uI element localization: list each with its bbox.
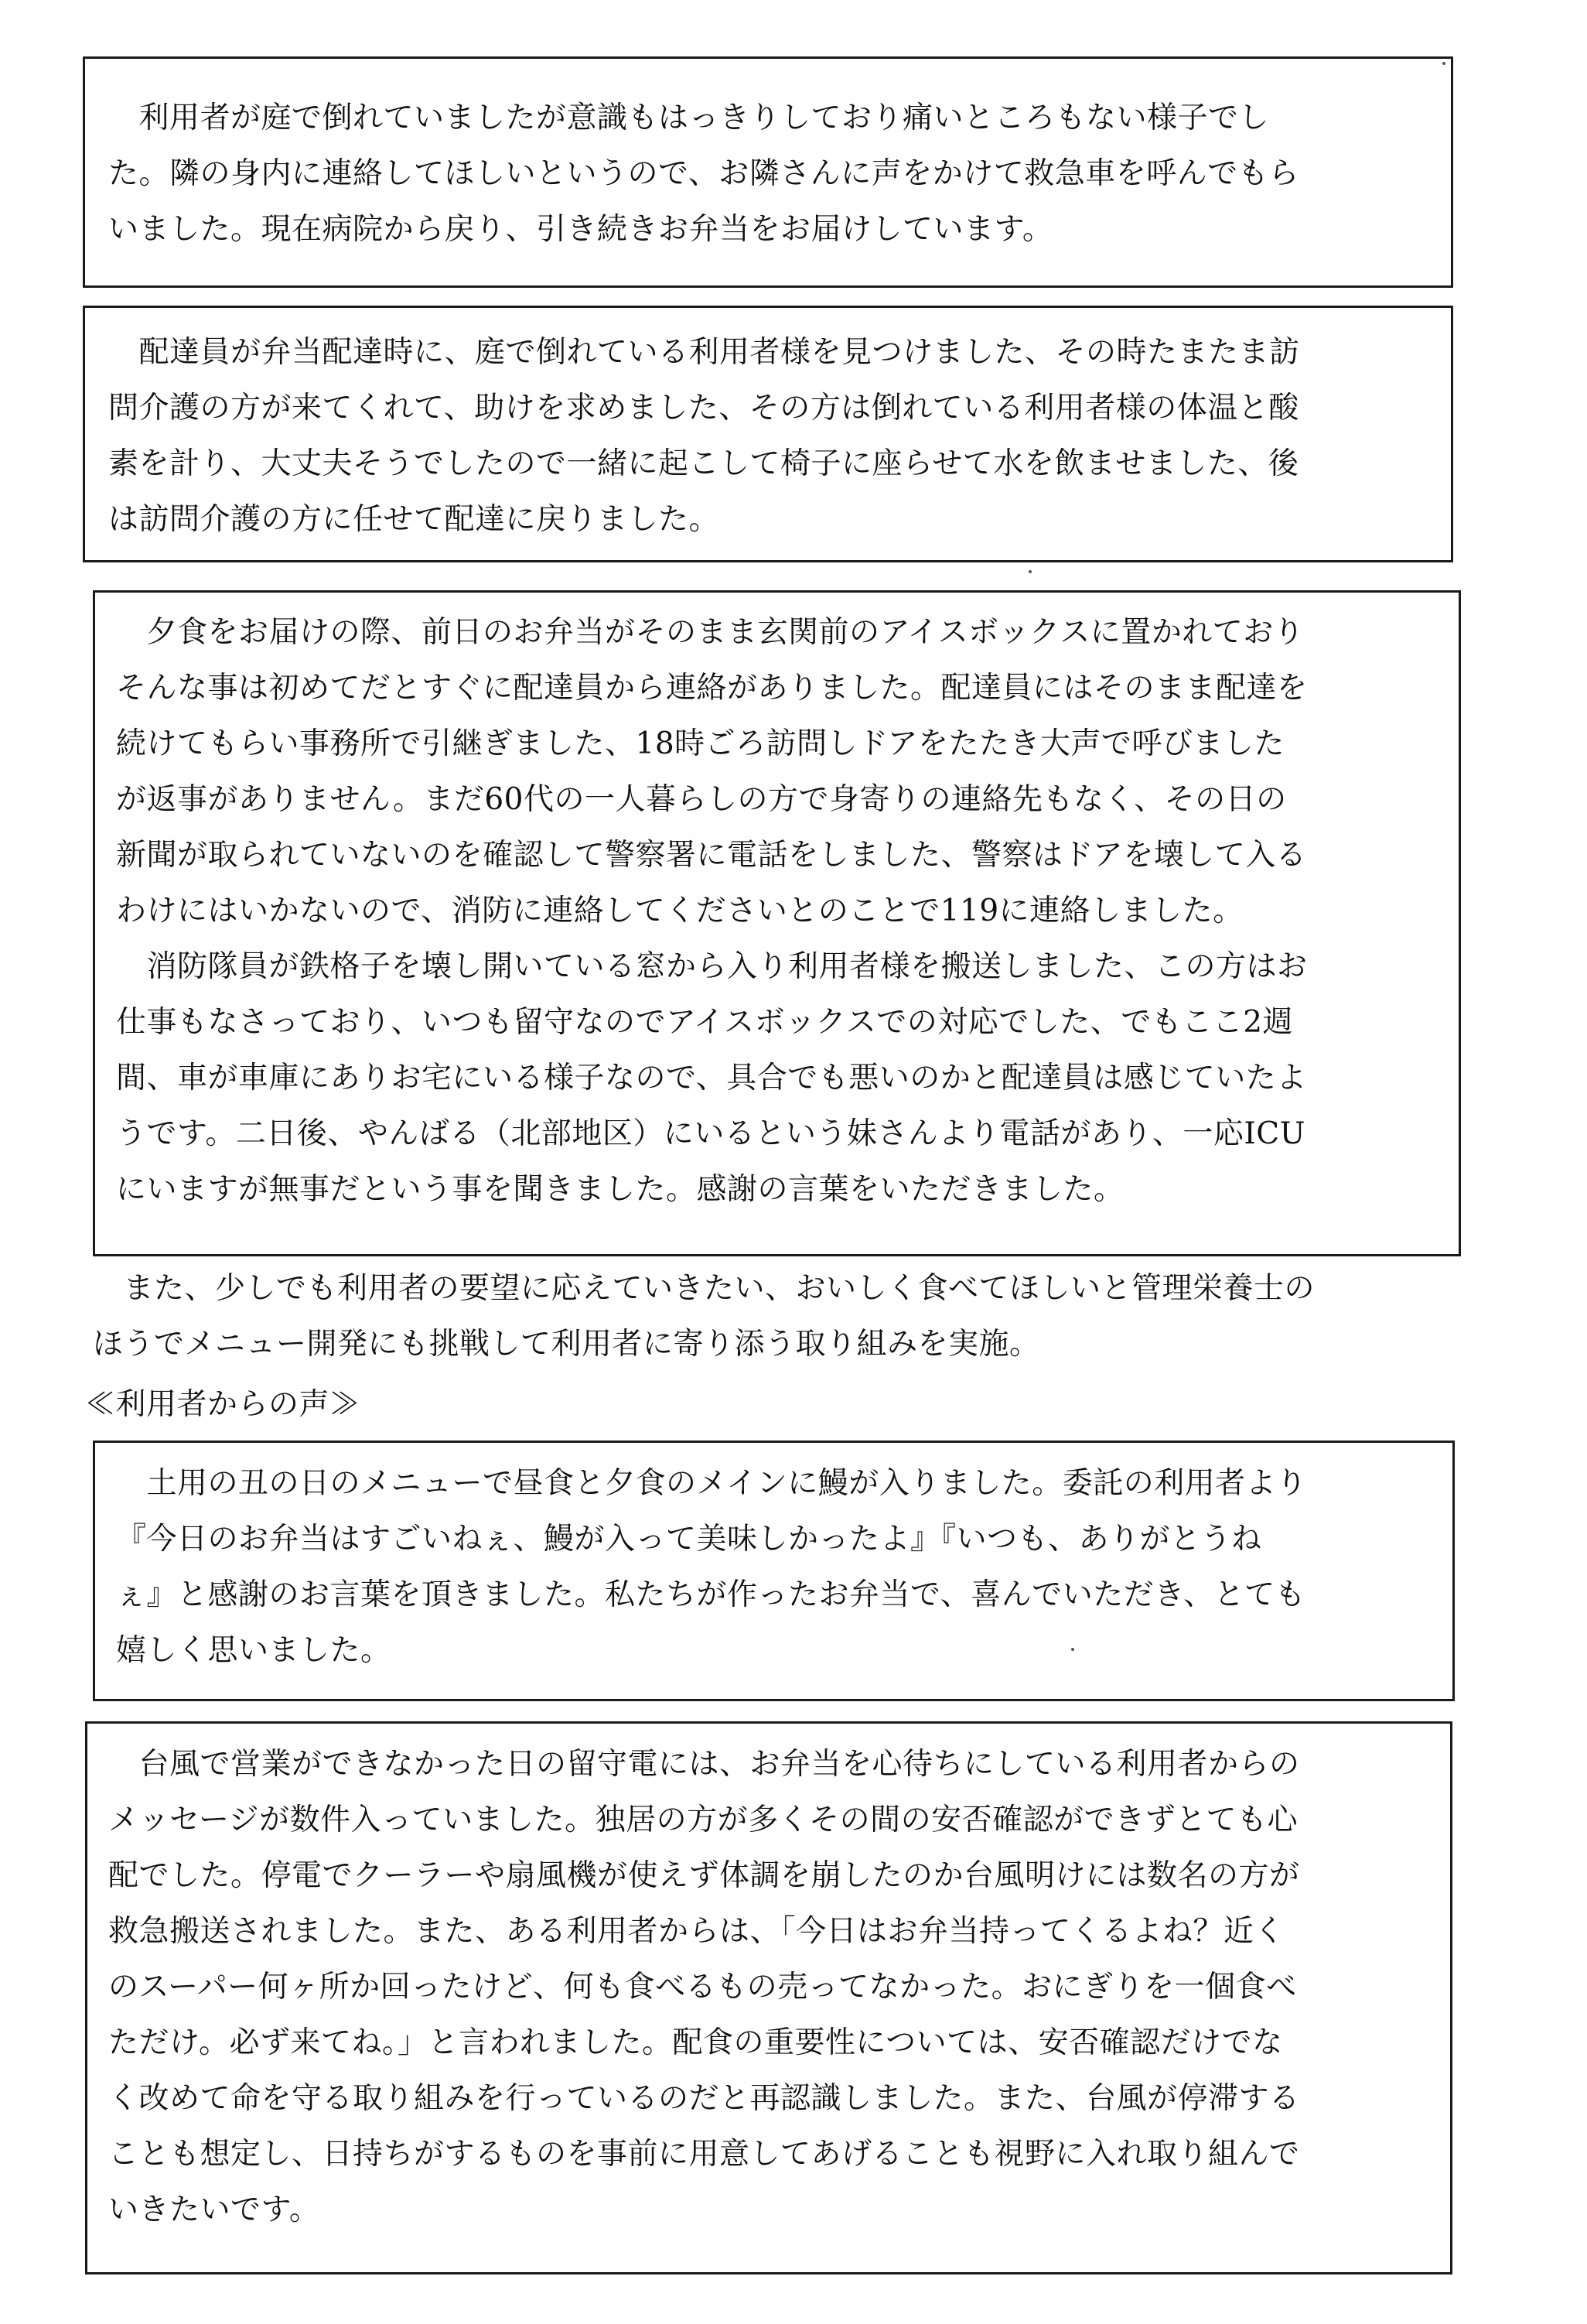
- text-line: 救急搬送されました。また、ある利用者からは、「今日はお弁当持ってくるよね？近く: [108, 1914, 1285, 1949]
- text-line: 配達員が弁当配達時に、庭で倒れている利用者様を見つけました、その時たまたま訪: [108, 335, 1300, 370]
- text-line: ほうでメニュー開発にも挑戦して利用者に寄り添う取り組みを実施。: [93, 1327, 1040, 1362]
- scan-speck: [1029, 570, 1032, 573]
- text-line: 素を計り、大丈夫そうでしたので一緒に起こして椅子に座らせて水を飲ませました、後: [108, 446, 1299, 481]
- text-line: 『今日のお弁当はすごいねぇ、鰻が入って美味しかったよ』『いつも、ありがとうね: [116, 1522, 1262, 1557]
- text-line: いました。現在病院から戻り、引き続きお弁当をお届けしています。: [108, 212, 1053, 247]
- report-box-1-text: [108, 91, 1299, 258]
- text-line: 消防隊員が鉄格子を壊し開いている窓から入り利用者様を搬送しました、この方はお: [116, 949, 1308, 984]
- section-heading: ≪利用者からの声≫: [85, 1387, 360, 1422]
- text-line: 土用の丑の日のメニューで昼食と夕食のメインに鰻が入りました。委託の利用者より: [116, 1466, 1307, 1501]
- text-line: は訪問介護の方に任せて配達に戻りました。: [108, 502, 720, 537]
- text-line: いきたいです。: [108, 2192, 320, 2227]
- text-line: 間、車が車庫にありお宅にいる様子なので、具合でも悪いのかと配達員は感じていたよ: [116, 1061, 1307, 1095]
- text-line: が返事がありません。まだ60代の一人暮らしの方で身寄りの連絡先もなく、その日の: [116, 782, 1287, 817]
- text-line: メッセージが数件入っていました。独居の方が多くその間の安否確認ができずとても心: [108, 1803, 1299, 1837]
- text-line: 仕事もなさっており、いつも留守なのでアイスボックスでの対応でした、でもここ2週: [116, 1005, 1294, 1040]
- text-line: 利用者が庭で倒れていましたが意識もはっきりしており痛いところもない様子でし: [108, 101, 1270, 135]
- text-line: く改めて命を守る取り組みを行っているのだと再認識しました。また、台風が停滞する: [108, 2081, 1300, 2116]
- text-line: 続けてもらい事務所で引継ぎました、18時ごろ訪問しドアをたたき大声で呼びました: [116, 726, 1285, 761]
- text-line: にいますが無事だという事を聞きました。感謝の言葉をいただきました。: [116, 1172, 1125, 1207]
- text-line: わけにはいかないので、消防に連絡してくださいとのことで119に連絡しました。: [116, 894, 1244, 928]
- text-line: また、少しでも利用者の要望に応えていきたい、おいしく食べてほしいと管理栄養士の: [93, 1271, 1316, 1306]
- text-line: 新聞が取られていないのを確認して警察署に電話をしました、警察はドアを壊して入る: [116, 838, 1307, 873]
- text-line: のスーパー何ヶ所か回ったけど、何も食べるもの売ってなかった。おにぎりを一個食べ: [108, 1970, 1297, 2004]
- report-box-4-text: [116, 1456, 1307, 1679]
- text-line: そんな事は初めてだとすぐに配達員から連絡がありました。配達員にはそのまま配達を: [116, 671, 1308, 706]
- text-line: ぇ』と感謝のお言葉を頂きました。私たちが作ったお弁当で、喜んでいただき、とても: [116, 1577, 1306, 1612]
- text-line: ことも想定し、日持ちがするものを事前に用意してあげることも視野に入れ取り組んで: [108, 2137, 1300, 2172]
- text-line: た。隣の身内に連絡してほしいというので、お隣さんに声をかけて救急車を呼んでもら: [108, 156, 1299, 191]
- report-box-3-text: [116, 605, 1308, 1218]
- body-paragraph: [93, 1261, 1315, 1372]
- text-line: 配でした。停電でクーラーや扇風機が使えず体調を崩したのか台風明けには数名の方が: [108, 1858, 1300, 1893]
- scan-speck: [1442, 62, 1445, 65]
- text-line: 問介護の方が来てくれて、助けを求めました、その方は倒れている利用者様の体温と酸: [108, 391, 1299, 425]
- text-line: 嬉しく思いました。: [116, 1633, 391, 1668]
- text-line: 台風で営業ができなかった日の留守電には、お弁当を心待ちにしている利用者からの: [108, 1747, 1300, 1782]
- report-box-5-text: [108, 1737, 1300, 2238]
- text-line: ただけ。必ず来てね。」と言われました。配食の重要性については、安否確認だけでな: [108, 2025, 1283, 2060]
- scan-speck: [1071, 1648, 1074, 1651]
- text-line: 夕食をお届けの際、前日のお弁当がそのまま玄関前のアイスボックスに置かれており: [116, 615, 1305, 650]
- text-line: うです。二日後、やんばる（北部地区）にいるという妹さんより電話があり、一応ICU: [116, 1116, 1305, 1151]
- report-box-2-text: [108, 325, 1300, 548]
